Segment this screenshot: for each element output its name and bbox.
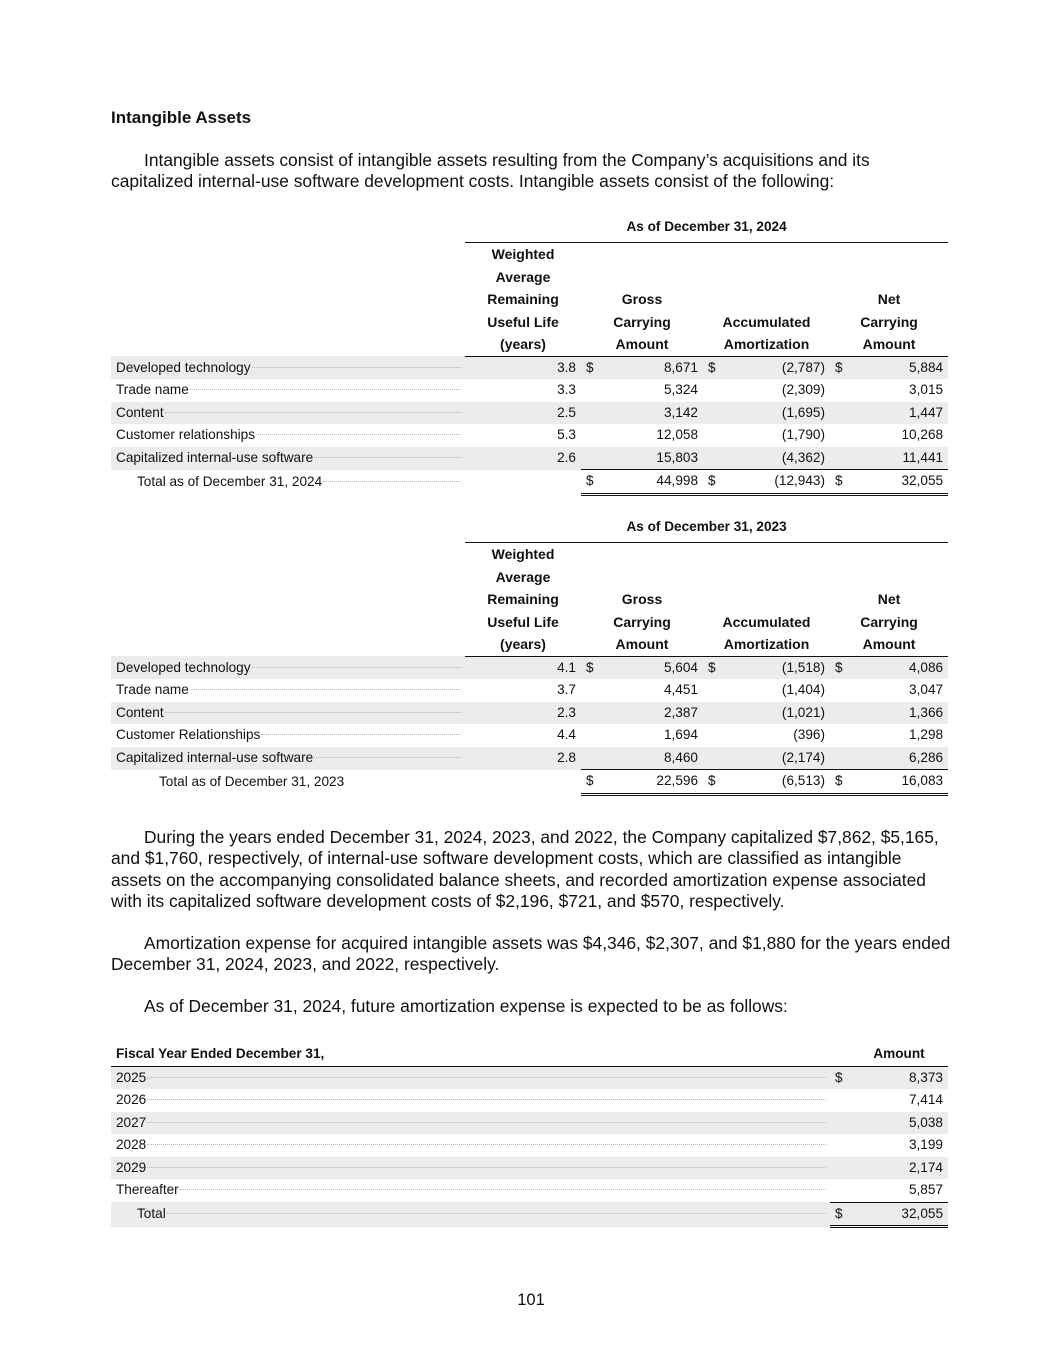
total-amount-value: 32,055 bbox=[850, 1202, 948, 1227]
table-row bbox=[111, 447, 948, 470]
header-life-1: Weighted bbox=[491, 546, 555, 563]
dot-leader bbox=[165, 712, 461, 713]
dot-leader bbox=[147, 1144, 826, 1145]
dot-leader bbox=[256, 434, 461, 435]
intangibles-table-2024 bbox=[111, 216, 948, 496]
gross-amount-value: 12,058 bbox=[656, 427, 698, 443]
row-label-text: Capitalized internal-use software bbox=[116, 450, 314, 466]
gross-amount-value: 4,451 bbox=[663, 682, 698, 698]
row-label bbox=[111, 770, 465, 795]
total-net-value: 32,055 bbox=[850, 470, 948, 495]
dot-leader bbox=[147, 1077, 826, 1078]
net-amount-value: 1,366 bbox=[850, 702, 948, 725]
table-row bbox=[111, 1089, 948, 1112]
currency-symbol: $ bbox=[830, 770, 850, 795]
header-gross-3: Amount bbox=[581, 333, 703, 356]
currency-symbol bbox=[581, 402, 601, 425]
gross-amount-value: 5,324 bbox=[663, 382, 698, 398]
header-life-5: (years) bbox=[465, 633, 581, 656]
gross-amount-value: 15,803 bbox=[601, 447, 703, 470]
table-row bbox=[111, 356, 948, 379]
currency-symbol bbox=[830, 702, 850, 725]
currency-symbol bbox=[703, 402, 723, 425]
header-gross-1: Gross bbox=[621, 591, 663, 608]
table-row bbox=[111, 1066, 948, 1089]
row-label-text: Customer relationships bbox=[116, 427, 256, 443]
currency-symbol: $ bbox=[703, 356, 723, 379]
currency-symbol bbox=[581, 447, 601, 470]
useful-life-value: 3.3 bbox=[557, 382, 576, 398]
row-label-text: Developed technology bbox=[116, 659, 251, 675]
table-row bbox=[111, 1157, 948, 1180]
row-label bbox=[111, 656, 465, 679]
accumulated-amortization-value: (2,174) bbox=[723, 747, 830, 770]
row-label bbox=[111, 724, 465, 747]
net-amount-value: 5,884 bbox=[850, 356, 948, 379]
net-amount-value: 1,298 bbox=[909, 727, 944, 743]
net-amount-value: 3,015 bbox=[909, 382, 944, 398]
currency-symbol bbox=[703, 702, 723, 725]
header-gross-1: Gross bbox=[621, 291, 663, 308]
header-life-1: Weighted bbox=[491, 246, 555, 263]
future-intro-text: As of December 31, 2024, future amortization expense is expected to be as follows: bbox=[144, 996, 788, 1016]
row-label-text: Total as of December 31, 2024 bbox=[137, 473, 323, 489]
row-label-text: Content bbox=[116, 704, 164, 720]
useful-life-value: 5.3 bbox=[557, 427, 576, 443]
header-gross-2: Carrying bbox=[613, 313, 671, 330]
period-title-2024: As of December 31, 2024 bbox=[465, 216, 948, 243]
period-title-2023: As of December 31, 2023 bbox=[465, 516, 948, 543]
amortization-paragraph bbox=[111, 933, 951, 976]
future-header-amount: Amount bbox=[850, 1043, 948, 1066]
dot-leader bbox=[180, 1189, 826, 1190]
currency-symbol bbox=[581, 379, 601, 402]
table-row bbox=[111, 747, 948, 770]
dot-leader bbox=[314, 757, 461, 758]
row-label bbox=[111, 1089, 830, 1112]
header-life-3: Remaining bbox=[487, 291, 559, 308]
row-label bbox=[111, 702, 465, 725]
accumulated-amortization-value: (1,695) bbox=[723, 402, 830, 425]
currency-symbol: $ bbox=[830, 356, 850, 379]
capitalized-paragraph bbox=[111, 827, 951, 912]
gross-amount-value: 5,604 bbox=[601, 656, 703, 679]
row-label-text: Trade name bbox=[116, 382, 189, 398]
total-row bbox=[111, 470, 948, 495]
accumulated-amortization-value: (2,787) bbox=[723, 356, 830, 379]
currency-symbol bbox=[581, 724, 601, 747]
amount-value: 5,857 bbox=[908, 1182, 943, 1197]
currency-symbol bbox=[830, 724, 850, 747]
currency-symbol bbox=[703, 424, 723, 447]
currency-symbol: $ bbox=[703, 470, 723, 495]
empty-cell bbox=[465, 470, 581, 495]
row-label-text: Developed technology bbox=[116, 359, 251, 375]
dot-leader bbox=[261, 734, 461, 735]
currency-symbol bbox=[703, 724, 723, 747]
accumulated-amortization-value: (4,362) bbox=[723, 447, 830, 470]
gross-amount-value: 3,142 bbox=[601, 402, 703, 425]
row-label bbox=[111, 1066, 830, 1089]
row-label bbox=[111, 447, 465, 470]
gross-amount-value: 8,460 bbox=[601, 747, 703, 770]
currency-symbol: $ bbox=[703, 656, 723, 679]
row-label bbox=[111, 679, 465, 702]
currency-symbol: $ bbox=[581, 770, 601, 795]
table-row bbox=[111, 1179, 948, 1202]
accumulated-amortization-value: (1,021) bbox=[723, 702, 830, 725]
header-gross-3: Amount bbox=[581, 633, 703, 656]
header-net-2: Carrying bbox=[860, 313, 918, 330]
row-label bbox=[111, 1157, 830, 1180]
amount-value: 8,373 bbox=[850, 1066, 948, 1089]
currency-symbol: $ bbox=[581, 656, 601, 679]
row-label bbox=[111, 1112, 830, 1135]
header-life-3: Remaining bbox=[487, 591, 559, 608]
currency-symbol: $ bbox=[830, 470, 850, 495]
dot-leader bbox=[167, 1213, 826, 1214]
currency-symbol bbox=[703, 447, 723, 470]
dot-leader bbox=[314, 457, 461, 458]
currency-symbol bbox=[830, 1134, 850, 1157]
row-label bbox=[111, 356, 465, 379]
intro-paragraph bbox=[111, 150, 951, 193]
dot-leader bbox=[323, 481, 461, 482]
header-accum-1: Accumulated bbox=[722, 313, 811, 330]
empty-cell bbox=[465, 770, 581, 795]
table-row bbox=[111, 402, 948, 425]
gross-amount-value: 8,671 bbox=[601, 356, 703, 379]
row-label bbox=[111, 379, 465, 402]
table-row bbox=[111, 679, 948, 702]
currency-symbol bbox=[581, 702, 601, 725]
row-label-text: 2029 bbox=[116, 1159, 147, 1175]
currency-symbol bbox=[830, 679, 850, 702]
amount-value: 5,038 bbox=[850, 1112, 948, 1135]
amortization-text: Amortization expense for acquired intangible assets was $4,346, $2,307, and $1,880 for the years ended December 31, 2024, 2023, and 2022, respectively. bbox=[111, 933, 951, 975]
row-label bbox=[111, 1134, 830, 1157]
row-label-text: Capitalized internal-use software bbox=[116, 750, 314, 766]
currency-symbol bbox=[581, 424, 601, 447]
header-life-4: Useful Life bbox=[487, 613, 559, 630]
accumulated-amortization-value: (1,790) bbox=[781, 427, 825, 443]
currency-symbol: $ bbox=[703, 770, 723, 795]
net-amount-value: 3,047 bbox=[909, 682, 944, 698]
useful-life-value: 3.7 bbox=[557, 682, 576, 698]
net-amount-value: 1,447 bbox=[850, 402, 948, 425]
row-label-text: Total bbox=[137, 1206, 166, 1221]
currency-symbol bbox=[830, 379, 850, 402]
header-life-2: Average bbox=[495, 568, 551, 585]
row-label-text: Thereafter bbox=[116, 1182, 179, 1198]
currency-symbol bbox=[581, 747, 601, 770]
currency-symbol bbox=[830, 1089, 850, 1112]
currency-symbol bbox=[581, 679, 601, 702]
dot-leader bbox=[147, 1167, 826, 1168]
future-amortization-table bbox=[111, 1043, 948, 1228]
useful-life-value: 2.5 bbox=[465, 402, 581, 425]
row-label bbox=[111, 470, 465, 495]
row-label-text: Customer Relationships bbox=[116, 727, 261, 743]
currency-symbol bbox=[703, 747, 723, 770]
header-life-2: Average bbox=[495, 268, 551, 285]
useful-life-value: 3.8 bbox=[465, 356, 581, 379]
row-label bbox=[111, 1179, 830, 1202]
header-life-4: Useful Life bbox=[487, 313, 559, 330]
header-net-2: Carrying bbox=[860, 613, 918, 630]
total-net-value: 16,083 bbox=[850, 770, 948, 795]
currency-symbol bbox=[830, 1157, 850, 1180]
header-life-5: (years) bbox=[465, 333, 581, 356]
useful-life-value: 2.3 bbox=[465, 702, 581, 725]
table-row bbox=[111, 424, 948, 447]
table-row bbox=[111, 702, 948, 725]
currency-symbol: $ bbox=[830, 1066, 850, 1089]
row-label bbox=[111, 747, 465, 770]
page-number: 101 bbox=[517, 1291, 545, 1309]
future-intro-paragraph bbox=[111, 996, 951, 1017]
future-header-label: Fiscal Year Ended December 31, bbox=[111, 1043, 830, 1066]
currency-symbol: $ bbox=[830, 656, 850, 679]
amount-value: 3,199 bbox=[908, 1137, 943, 1152]
amount-value: 7,414 bbox=[908, 1092, 943, 1107]
dot-leader bbox=[190, 389, 461, 390]
row-label bbox=[111, 402, 465, 425]
currency-symbol bbox=[703, 679, 723, 702]
row-label-text: 2026 bbox=[116, 1092, 147, 1107]
gross-amount-value: 1,694 bbox=[663, 727, 698, 743]
table-row bbox=[111, 1112, 948, 1135]
total-accumulated-value: (6,513) bbox=[723, 770, 830, 795]
row-label-text: 2028 bbox=[116, 1137, 147, 1152]
currency-symbol bbox=[830, 424, 850, 447]
dot-leader bbox=[190, 689, 461, 690]
dot-leader bbox=[252, 367, 461, 368]
total-accumulated-value: (12,943) bbox=[723, 470, 830, 495]
row-label-text: Trade name bbox=[116, 682, 189, 698]
row-label bbox=[111, 424, 465, 447]
currency-symbol bbox=[830, 747, 850, 770]
row-label-text: Content bbox=[116, 404, 164, 420]
net-amount-value: 6,286 bbox=[850, 747, 948, 770]
currency-symbol bbox=[703, 379, 723, 402]
net-amount-value: 4,086 bbox=[850, 656, 948, 679]
dot-leader bbox=[165, 412, 461, 413]
section-heading: Intangible Assets bbox=[111, 108, 252, 127]
useful-life-value: 4.4 bbox=[557, 727, 576, 743]
net-amount-value: 10,268 bbox=[901, 427, 944, 443]
accumulated-amortization-value: (396) bbox=[793, 727, 825, 743]
row-label-text: Total as of December 31, 2023 bbox=[159, 773, 345, 789]
capitalized-text: During the years ended December 31, 2024, 2023, and 2022, the Company capitalized $7,862, $5,165, and $1,760, respectively, of internal-use software development costs, which are classified as intangible assets on the accompanying consolidated balance sheets, and recorded amortization expense associated with its capitalized software development costs of $2,196, $721, and $570, respectively. bbox=[111, 827, 939, 911]
intro-text: Intangible assets consist of intangible assets resulting from the Company’s acquisitions and its capitalized internal-use software development costs. Intangible assets consist of the following: bbox=[111, 150, 870, 192]
amount-value: 2,174 bbox=[850, 1157, 948, 1180]
dot-leader bbox=[147, 1122, 826, 1123]
table-row bbox=[111, 1134, 948, 1157]
net-amount-value: 11,441 bbox=[850, 447, 948, 470]
table-row bbox=[111, 724, 948, 747]
useful-life-value: 2.6 bbox=[465, 447, 581, 470]
header-net-3: Amount bbox=[830, 633, 948, 656]
header-accum-1: Accumulated bbox=[722, 613, 811, 630]
gross-amount-value: 2,387 bbox=[601, 702, 703, 725]
table-row bbox=[111, 656, 948, 679]
accumulated-amortization-value: (1,518) bbox=[723, 656, 830, 679]
useful-life-value: 2.8 bbox=[465, 747, 581, 770]
accumulated-amortization-value: (1,404) bbox=[781, 682, 825, 698]
currency-symbol: $ bbox=[830, 1202, 850, 1227]
header-net-3: Amount bbox=[830, 333, 948, 356]
header-accum-2: Amortization bbox=[703, 333, 830, 356]
row-label-text: 2027 bbox=[116, 1114, 147, 1130]
total-row bbox=[111, 770, 948, 795]
dot-leader bbox=[252, 667, 461, 668]
currency-symbol: $ bbox=[581, 356, 601, 379]
total-gross-value: 44,998 bbox=[601, 470, 703, 495]
currency-symbol bbox=[830, 1179, 850, 1202]
total-row bbox=[111, 1202, 948, 1227]
accumulated-amortization-value: (2,309) bbox=[781, 382, 825, 398]
total-gross-value: 22,596 bbox=[601, 770, 703, 795]
useful-life-value: 4.1 bbox=[465, 656, 581, 679]
currency-symbol: $ bbox=[581, 470, 601, 495]
header-net-1: Net bbox=[877, 591, 901, 608]
currency-symbol bbox=[830, 402, 850, 425]
intangibles-table-2023 bbox=[111, 516, 948, 796]
table-row bbox=[111, 379, 948, 402]
header-gross-2: Carrying bbox=[613, 613, 671, 630]
row-label-text: 2025 bbox=[116, 1069, 147, 1085]
row-label bbox=[111, 1202, 830, 1227]
header-net-1: Net bbox=[877, 291, 901, 308]
header-accum-2: Amortization bbox=[703, 633, 830, 656]
dot-leader bbox=[147, 1099, 826, 1100]
currency-symbol bbox=[830, 447, 850, 470]
currency-symbol bbox=[830, 1112, 850, 1135]
